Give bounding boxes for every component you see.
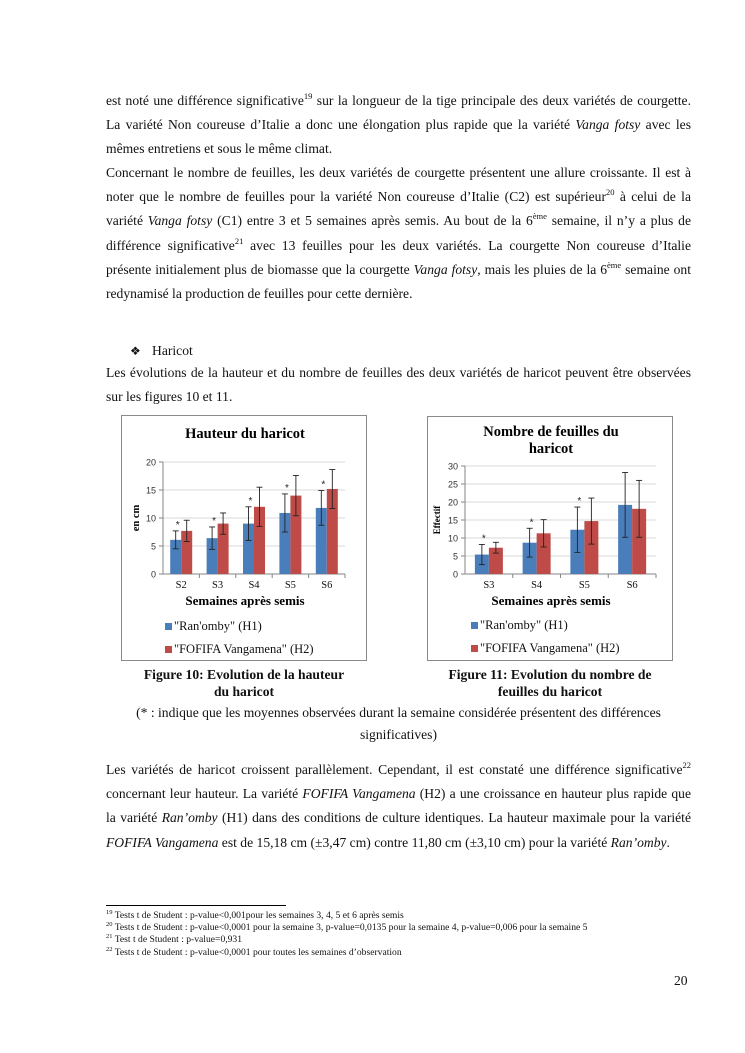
paragraph-intro-figures: Les évolutions de la hauteur et du nombre de feuilles des deux variétés de haricot peuvent être observées sur les figures 10 et 11.: [106, 365, 691, 405]
variety-name: Ran’omby: [610, 834, 667, 850]
significance-marker: *: [529, 517, 534, 529]
y-tick-label: 15: [447, 515, 458, 526]
chart-nombre-feuilles-haricot: [427, 416, 673, 661]
footnote: [106, 934, 706, 946]
y-tick-label: 5: [150, 541, 156, 552]
footnote-separator: [106, 905, 286, 906]
x-tick-label: S2: [175, 580, 187, 591]
y-axis-label: en cm: [131, 504, 142, 532]
y-tick-label: 25: [447, 479, 458, 490]
caption-line: Figure 10: Evolution de la hauteur: [143, 667, 345, 682]
caption-line: du haricot: [213, 683, 275, 699]
x-tick-label: S3: [212, 580, 224, 591]
y-tick-label: 5: [452, 551, 458, 562]
variety-name: Vanga fotsy: [147, 213, 213, 229]
legend-label: "FOFIFA Vangamena" (H2): [174, 642, 314, 656]
legend-label: "Ran'omby" (H1): [480, 618, 568, 632]
chart-title: Hauteur du haricot: [185, 426, 305, 442]
y-tick-label: 20: [447, 497, 458, 508]
y-axis-label: Effectif: [432, 505, 442, 535]
text: (H2) a une croissance en hauteur plus rapide que la variété: [106, 786, 691, 826]
paragraph-courgette-height: [106, 89, 691, 162]
chart-svg: [122, 416, 368, 662]
section-bullet-haricot: [130, 339, 193, 363]
text: semaine ont redynamisé la production de feuilles pour cette dernière.: [106, 261, 691, 302]
y-tick-label: 0: [452, 569, 458, 580]
text: Concernant le nombre de feuilles, les deux variétés de courgette présentent une allure croissante. Il est à noter que le nombre de feuilles pour la variété Non coureuse d’Italie (C2) est supérieur: [106, 165, 691, 205]
significance-marker: *: [481, 533, 486, 545]
section-heading: Haricot: [152, 343, 193, 358]
paragraph-courgette-leaves: [106, 161, 691, 306]
footnote-number: 21: [106, 933, 113, 941]
footnote-text: Test t de Student : p-value=0,931: [112, 934, 243, 946]
diamond-bullet-icon: ❖: [130, 344, 141, 358]
y-tick-label: 20: [145, 457, 156, 468]
footnote-text: Tests t de Student : p-value<0,001pour les semaines 3, 4, 5 et 6 après semis: [112, 910, 404, 921]
y-tick-label: 10: [145, 513, 156, 524]
footnotes: [106, 910, 706, 959]
x-axis-label: Semaines après semis: [185, 593, 305, 608]
footnote-text: Tests t de Student : p-value<0,0001 pour toutes les semaines d’observation: [112, 946, 402, 958]
chart-title: haricot: [528, 441, 574, 457]
footnote-ref[interactable]: 19: [303, 91, 313, 101]
significance-marker: *: [284, 482, 289, 494]
variety-name: FOFIFA Vangamena: [106, 834, 219, 850]
x-axis-label: Semaines après semis: [491, 593, 611, 608]
caption-line: feuilles du haricot: [497, 683, 603, 699]
text: semaine, il n’y a plus de différence significative: [106, 213, 691, 253]
footnote-number: 22: [106, 945, 113, 953]
significance-note: (* : indique que les moyennes observées durant la semaine considérée présentent des différences significatives): [136, 705, 661, 742]
legend-label: "Ran'omby" (H1): [174, 619, 262, 633]
footnote: [106, 947, 706, 959]
footnote: [106, 910, 706, 922]
figure-10-caption: [121, 667, 367, 700]
paragraph-haricot-height: [106, 758, 691, 855]
legend-swatch: [165, 646, 172, 653]
legend-swatch: [471, 645, 478, 652]
x-tick-label: S5: [284, 580, 296, 591]
text: avec les mêmes entretiens et sous le même climat.: [106, 117, 691, 157]
y-tick-label: 15: [145, 485, 156, 496]
x-tick-label: S5: [578, 580, 590, 591]
legend-swatch: [165, 623, 172, 630]
significance-marker: *: [212, 515, 217, 527]
text: concernant leur hauteur. La variété: [106, 786, 303, 802]
footnote: [106, 922, 706, 934]
footnote-number: 19: [106, 909, 113, 916]
footnote-ref[interactable]: 22: [682, 760, 691, 770]
significance-marker: *: [321, 479, 326, 491]
chart-svg: [428, 417, 674, 662]
page-number: 20: [674, 973, 688, 988]
text: (H1) dans des conditions de culture identiques. La hauteur maximale pour la variété: [217, 810, 691, 826]
caption-line: Figure 11: Evolution du nombre de: [448, 667, 652, 682]
text: sur la longueur de la tige principale des deux variétés de courgette. La variété Non coureuse d’Italie a donc une élongation plus rapide que la variété: [106, 93, 691, 133]
significance-marker: *: [175, 519, 180, 531]
x-tick-label: S6: [626, 580, 638, 591]
ordinal-suffix: ème: [607, 259, 622, 270]
x-tick-label: S4: [531, 580, 543, 591]
footnote-ref[interactable]: 21: [234, 235, 244, 246]
text: (C1) entre 3 et 5 semaines après semis. Au bout de la 6: [212, 213, 533, 229]
text: avec 13 feuilles pour les deux variétés. La courgette Non coureuse d’Italie présente initialement plus de biomasse que la courgette: [106, 237, 691, 277]
significance-marker: *: [248, 495, 253, 507]
text: à celui de la variété: [106, 189, 691, 229]
chart-title: Nombre de feuilles du: [483, 424, 619, 440]
y-tick-label: 30: [447, 461, 458, 472]
x-tick-label: S6: [321, 580, 333, 591]
x-tick-label: S4: [248, 580, 260, 591]
y-tick-label: 0: [150, 569, 156, 580]
text: est de 15,18 cm (±3,47 cm) contre 11,80 cm (±3,10 cm) pour la variété: [218, 834, 611, 850]
variety-name: Ran’omby: [161, 810, 218, 826]
legend-swatch: [471, 622, 478, 629]
x-tick-label: S3: [483, 580, 495, 591]
footnote-ref[interactable]: 20: [605, 187, 615, 198]
significance-marker: *: [577, 496, 582, 508]
legend-label: "FOFIFA Vangamena" (H2): [480, 641, 620, 655]
variety-name: FOFIFA Vangamena: [302, 786, 416, 802]
y-tick-label: 10: [447, 533, 458, 544]
text: Les variétés de haricot croissent parallèlement. Cependant, il est constaté une différence significative: [106, 762, 683, 777]
chart-hauteur-haricot: [121, 415, 367, 661]
footnote-number: 20: [106, 921, 113, 929]
variety-name: Vanga fotsy: [575, 117, 641, 133]
text: est noté une différence significative: [106, 93, 304, 108]
text: , mais les pluies de la 6: [477, 261, 608, 277]
ordinal-suffix: ème: [532, 211, 547, 222]
figure-11-caption: [415, 667, 685, 700]
footnote-text: Tests t de Student : p-value<0,0001 pour la semaine 3, p-value=0,0135 pour la semaine 4, p-value=0,006 pour la semaine 5: [112, 922, 588, 934]
text: .: [666, 834, 670, 850]
variety-name: Vanga fotsy: [413, 261, 478, 277]
